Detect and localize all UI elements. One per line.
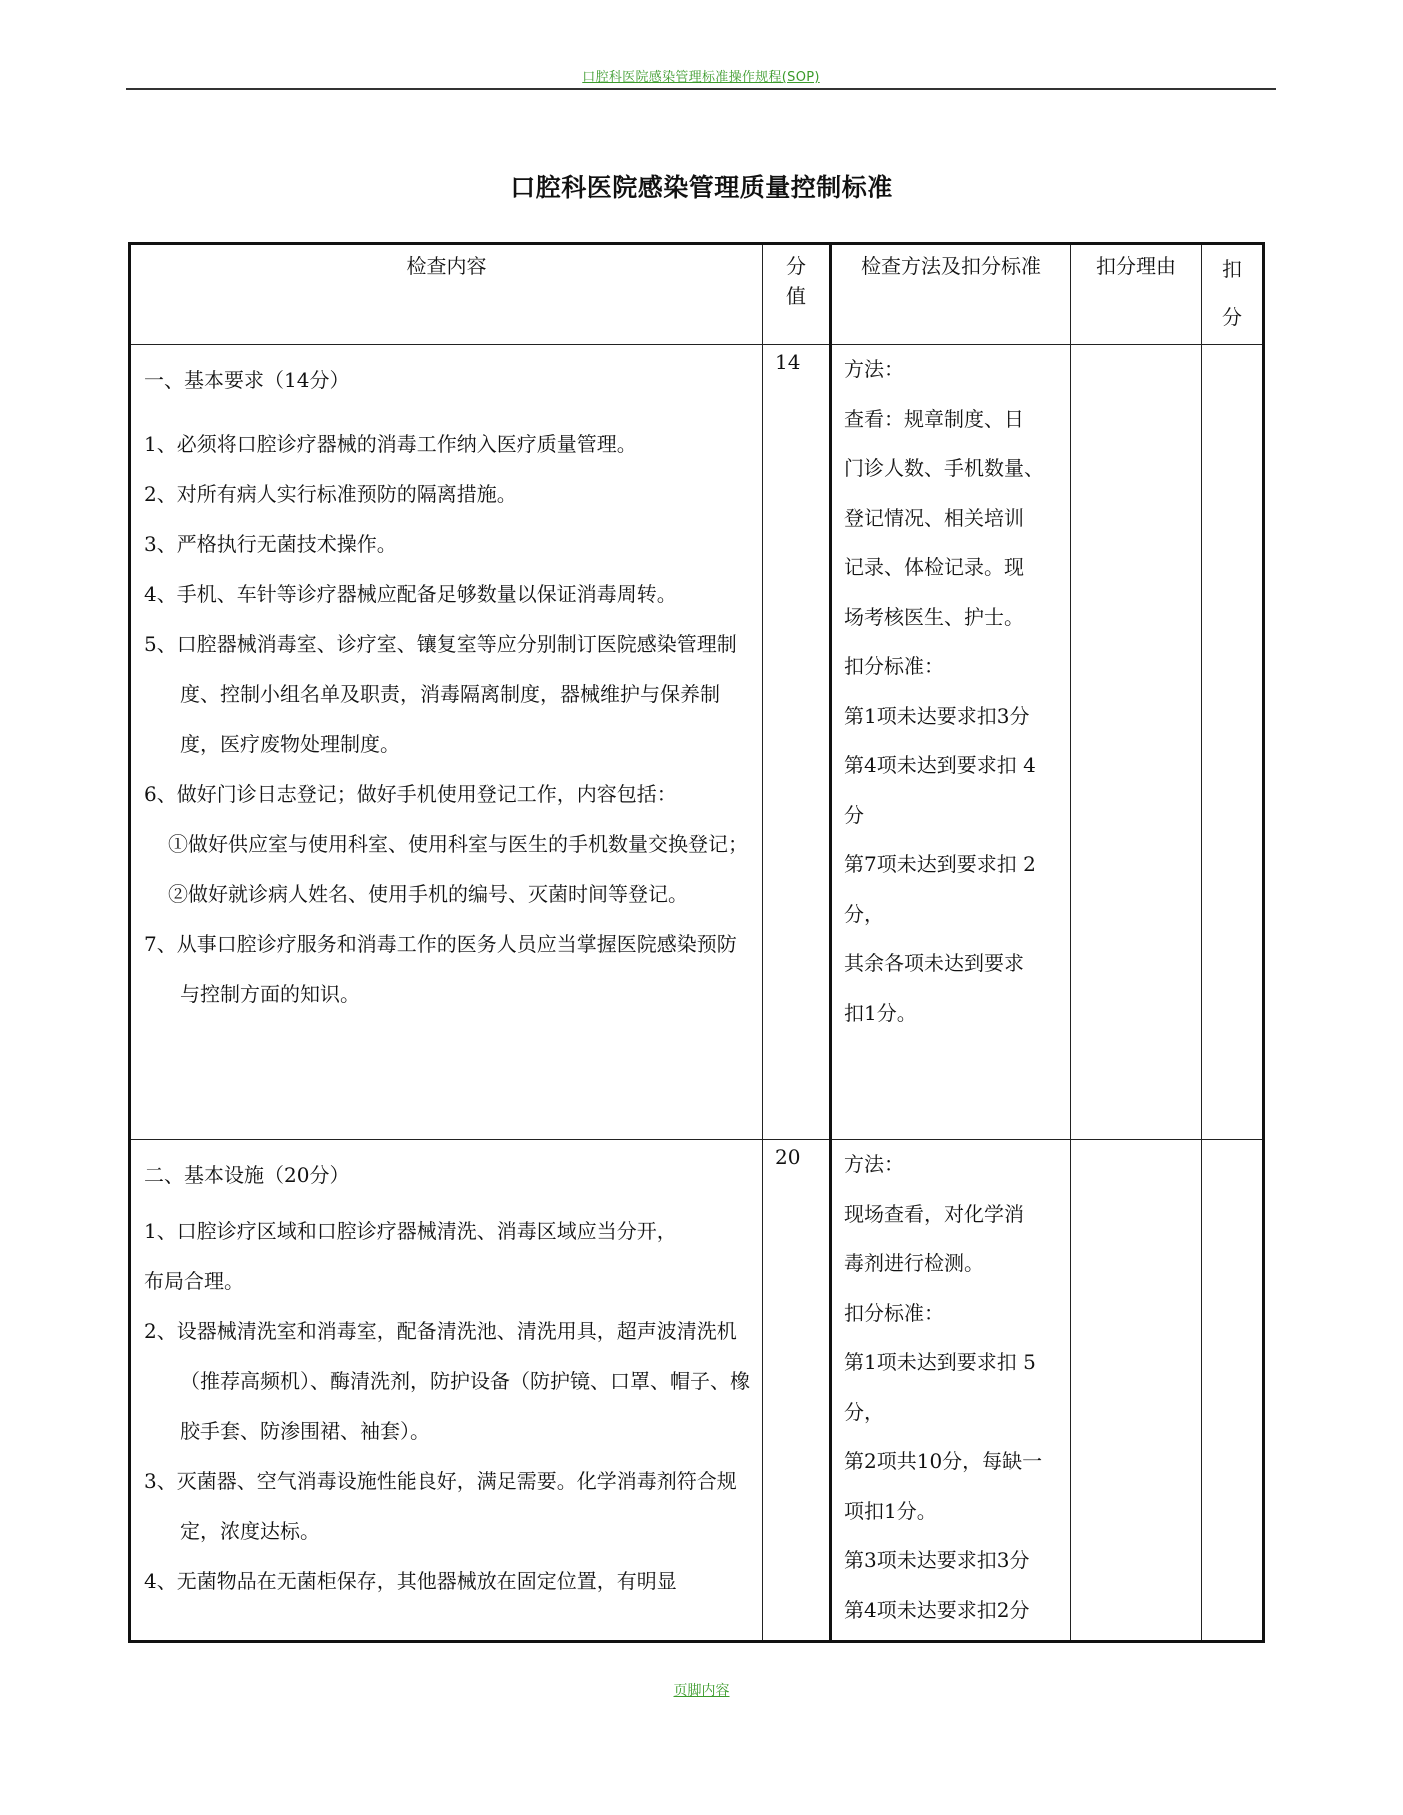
column-header-reason	[1071, 244, 1202, 345]
document-title: 口腔科医院感染管理质量控制标准	[510, 173, 893, 202]
method-line: 登记情况、相关培训	[844, 505, 1024, 530]
column-header-deduct-bottom: 分	[1222, 305, 1242, 329]
method-line: 第3项未达要求扣3分	[844, 1548, 1030, 1572]
section-method-cell	[831, 345, 1071, 1140]
table-row	[130, 1140, 1264, 1642]
method-line: 第1项未达到要求扣 5	[844, 1350, 1036, 1374]
method-line: 分	[844, 802, 864, 827]
method-line: 毒剂进行检测。	[844, 1251, 984, 1275]
section-content-cell	[130, 1140, 763, 1642]
section-score: 20	[775, 1145, 801, 1169]
method-line: 查看：规章制度、日	[844, 406, 1024, 431]
section-title: 二、基本设施（20分）	[144, 1163, 350, 1187]
section-deduct-cell	[1202, 345, 1264, 1140]
list-item: 布局合理。	[144, 1269, 244, 1293]
list-item: ①做好供应室与使用科室、使用科室与医生的手机数量交换登记；②做好就诊病人姓名、使用手机的编号、灭菌时间等登记。	[168, 832, 748, 906]
column-header-content-label: 检查内容	[406, 254, 487, 278]
method-line: 方法：	[844, 357, 904, 381]
column-header-deduct-top: 扣	[1222, 257, 1242, 281]
list-item: 3、严格执行无菌技术操作。	[144, 532, 397, 556]
section-score: 14	[775, 350, 801, 374]
method-line: 现场查看，对化学消	[844, 1201, 1024, 1226]
section-reason-cell	[1071, 1140, 1202, 1642]
method-line: 扣1分。	[844, 1000, 917, 1025]
method-line: 项扣1分。	[844, 1498, 937, 1523]
method-line: 分，	[844, 901, 884, 926]
section-title: 一、基本要求（14分）	[144, 368, 350, 392]
list-item: 5、口腔器械消毒室、诊疗室、镶复室等应分别制订医院感染管理制度、控制小组名单及职责，消毒隔离制度，器械维护与保养制度，医疗废物处理制度。	[144, 632, 737, 756]
list-item: 1、口腔诊疗区域和口腔诊疗器械清洗、消毒区域应当分开，	[144, 1219, 677, 1243]
method-line: 第2项共10分，每缺一	[844, 1449, 1043, 1473]
column-header-deduct	[1202, 244, 1264, 345]
section-score-cell	[763, 345, 831, 1140]
column-header-method-label: 检查方法及扣分标准	[861, 254, 1041, 278]
column-header-score	[763, 244, 831, 345]
page-footer: 页脚内容	[673, 1683, 730, 1699]
method-line: 记录、体检记录。现	[844, 555, 1024, 579]
list-item: 1、必须将口腔诊疗器械的消毒工作纳入医疗质量管理。	[144, 432, 637, 456]
section-score-cell	[763, 1140, 831, 1642]
list-item: 6、做好门诊日志登记；做好手机使用登记工作，内容包括：	[144, 782, 677, 806]
section-method-cell	[831, 1140, 1071, 1642]
method-line: 第7项未达到要求扣 2	[844, 852, 1036, 876]
method-line: 扣分标准：	[844, 1300, 944, 1325]
section-content-cell	[130, 345, 763, 1140]
method-line: 场考核医生、护士。	[844, 604, 1024, 629]
section-reason-cell	[1071, 345, 1202, 1140]
method-line: 第1项未达要求扣3分	[844, 703, 1030, 728]
running-header-text: 口腔科医院感染管理标准操作规程(SOP)	[582, 70, 820, 85]
method-line: 分，	[844, 1399, 884, 1424]
table-header-row	[130, 244, 1264, 345]
list-item: 4、手机、车针等诊疗器械应配备足够数量以保证消毒周转。	[144, 582, 677, 606]
list-item: 3、灭菌器、空气消毒设施性能良好，满足需要。化学消毒剂符合规定，浓度达标。	[144, 1469, 737, 1543]
running-header	[126, 66, 1276, 90]
method-line: 其余各项未达到要求	[844, 951, 1024, 975]
list-item: 2、设器械清洗室和消毒室，配备清洗池、清洗用具，超声波清洗机（推荐高频机）、酶清洗剂，防护设备（防护镜、口罩、帽子、橡胶手套、防渗围裙、袖套）。	[144, 1319, 750, 1443]
list-item: 4、无菌物品在无菌柜保存，其他器械放在固定位置，有明显	[144, 1569, 677, 1593]
method-line: 第4项未达到要求扣 4	[844, 753, 1036, 777]
column-header-method	[831, 244, 1071, 345]
method-line: 方法：	[844, 1152, 904, 1176]
column-header-content	[130, 244, 763, 345]
column-header-score-top: 分	[786, 254, 806, 278]
quality-control-table	[128, 242, 1265, 1643]
section-deduct-cell	[1202, 1140, 1264, 1642]
method-line: 扣分标准：	[844, 654, 944, 678]
column-header-reason-label: 扣分理由	[1096, 254, 1176, 278]
method-line: 第4项未达要求扣2分	[844, 1597, 1030, 1622]
method-line: 门诊人数、手机数量、	[844, 456, 1044, 480]
list-item: 7、从事口腔诊疗服务和消毒工作的医务人员应当掌握医院感染预防与控制方面的知识。	[144, 932, 737, 1006]
column-header-score-bottom: 值	[786, 284, 806, 308]
header-divider	[126, 88, 1276, 90]
list-item: 2、对所有病人实行标准预防的隔离措施。	[144, 482, 517, 506]
table-row	[130, 345, 1264, 1140]
